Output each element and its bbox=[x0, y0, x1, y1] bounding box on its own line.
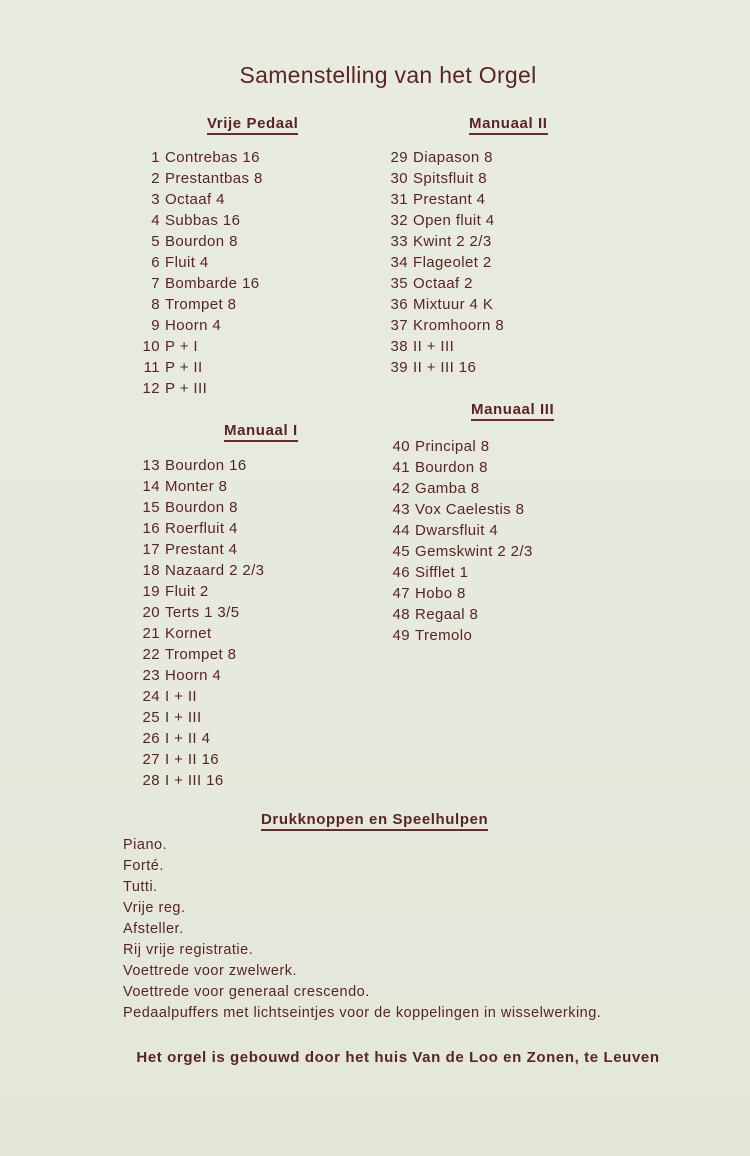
stop-number: 31 bbox=[390, 191, 408, 208]
heading-manuaal-3: Manuaal III bbox=[471, 401, 554, 421]
stop-item bbox=[141, 455, 264, 476]
stop-item bbox=[141, 210, 263, 231]
stop-item bbox=[141, 728, 264, 749]
stop-item bbox=[391, 457, 533, 478]
stop-name: Vox Caelestis 8 bbox=[415, 501, 525, 518]
stop-number: 22 bbox=[142, 646, 160, 663]
stop-number: 3 bbox=[151, 191, 160, 208]
heading-vrije-pedaal: Vrije Pedaal bbox=[207, 115, 298, 135]
stop-name: Open fluit 4 bbox=[413, 212, 495, 229]
stop-number: 18 bbox=[142, 562, 160, 579]
stop-name: I + II 4 bbox=[165, 730, 211, 747]
stop-item bbox=[141, 686, 264, 707]
stop-name: I + III bbox=[165, 709, 202, 726]
stop-item bbox=[389, 252, 504, 273]
stop-number: 25 bbox=[142, 709, 160, 726]
stop-item bbox=[141, 378, 263, 399]
playing-aid-item: Pedaalpuffers met lichtseintjes voor de koppelingen in wisselwerking. bbox=[123, 1005, 602, 1021]
stop-name: Hoorn 4 bbox=[165, 317, 222, 334]
stop-number: 7 bbox=[151, 275, 160, 292]
stop-name: Dwarsfluit 4 bbox=[415, 522, 499, 539]
stop-name: I + II bbox=[165, 688, 197, 705]
stop-item bbox=[141, 476, 264, 497]
playing-aid-item: Rij vrije registratie. bbox=[123, 942, 254, 958]
stop-name: Flageolet 2 bbox=[413, 254, 492, 271]
stop-item bbox=[141, 707, 264, 728]
stop-number: 15 bbox=[142, 499, 160, 516]
stop-item bbox=[141, 497, 264, 518]
stop-number: 42 bbox=[392, 480, 410, 497]
page-title: Samenstelling van het Orgel bbox=[239, 62, 537, 88]
stop-number: 47 bbox=[392, 585, 410, 602]
stop-item bbox=[141, 770, 264, 791]
stop-item bbox=[389, 357, 504, 378]
stop-list-manuaal-2 bbox=[389, 147, 504, 378]
stop-item bbox=[141, 644, 264, 665]
stop-number: 21 bbox=[142, 625, 160, 642]
stop-item bbox=[391, 499, 533, 520]
playing-aid-item: Vrije reg. bbox=[123, 900, 186, 916]
stop-name: Kwint 2 2/3 bbox=[413, 233, 492, 250]
stop-item bbox=[389, 315, 504, 336]
stop-name: Trompet 8 bbox=[165, 646, 237, 663]
stop-name: Bourdon 16 bbox=[165, 457, 247, 474]
stop-number: 37 bbox=[390, 317, 408, 334]
stop-number: 32 bbox=[390, 212, 408, 229]
stop-name: Fluit 2 bbox=[165, 583, 209, 600]
playing-aid-item: Afsteller. bbox=[123, 921, 184, 937]
stop-name: Kornet bbox=[165, 625, 212, 642]
stop-item bbox=[389, 336, 504, 357]
stop-name: Octaaf 4 bbox=[165, 191, 225, 208]
stop-item bbox=[391, 520, 533, 541]
stop-name: Hoorn 4 bbox=[165, 667, 222, 684]
stop-item bbox=[391, 436, 533, 457]
stop-number: 5 bbox=[151, 233, 160, 250]
stop-number: 30 bbox=[390, 170, 408, 187]
stop-name: P + I bbox=[165, 338, 198, 355]
stop-number: 2 bbox=[151, 170, 160, 187]
stop-number: 8 bbox=[151, 296, 160, 313]
stop-number: 48 bbox=[392, 606, 410, 623]
stop-name: Spitsfluit 8 bbox=[413, 170, 487, 187]
stop-name: P + II bbox=[165, 359, 203, 376]
stop-item bbox=[141, 273, 263, 294]
stop-number: 17 bbox=[142, 541, 160, 558]
stop-number: 44 bbox=[392, 522, 410, 539]
stop-number: 33 bbox=[390, 233, 408, 250]
stop-number: 49 bbox=[392, 627, 410, 644]
stop-item bbox=[389, 294, 504, 315]
stop-name: Bombarde 16 bbox=[165, 275, 260, 292]
stop-item bbox=[391, 604, 533, 625]
playing-aid-item: Forté. bbox=[123, 858, 164, 874]
playing-aid-item: Piano. bbox=[123, 837, 168, 853]
playing-aids-list bbox=[123, 835, 601, 1024]
stop-name: Gemskwint 2 2/3 bbox=[415, 543, 533, 560]
stop-number: 11 bbox=[143, 359, 160, 376]
stop-number: 35 bbox=[390, 275, 408, 292]
stop-number: 24 bbox=[142, 688, 160, 705]
stop-name: Hobo 8 bbox=[415, 585, 466, 602]
stop-item bbox=[141, 147, 263, 168]
stop-name: Octaaf 2 bbox=[413, 275, 473, 292]
stop-name: Prestant 4 bbox=[413, 191, 486, 208]
stop-item bbox=[141, 623, 264, 644]
stop-list-manuaal-1 bbox=[141, 455, 264, 791]
stop-name: Nazaard 2 2/3 bbox=[165, 562, 265, 579]
stop-item bbox=[141, 252, 263, 273]
stop-number: 19 bbox=[142, 583, 160, 600]
stop-item bbox=[389, 189, 504, 210]
stop-number: 1 bbox=[151, 149, 160, 166]
stop-item bbox=[391, 478, 533, 499]
stop-name: Trompet 8 bbox=[165, 296, 237, 313]
stop-number: 14 bbox=[142, 478, 160, 495]
stop-name: Prestantbas 8 bbox=[165, 170, 263, 187]
stop-name: I + III 16 bbox=[165, 772, 224, 789]
stop-number: 38 bbox=[390, 338, 408, 355]
stop-name: Fluit 4 bbox=[165, 254, 209, 271]
stop-item bbox=[141, 189, 263, 210]
stop-number: 36 bbox=[390, 296, 408, 313]
stop-number: 13 bbox=[142, 457, 160, 474]
stop-item bbox=[141, 581, 264, 602]
heading-manuaal-1: Manuaal I bbox=[224, 422, 298, 442]
stop-name: Regaal 8 bbox=[415, 606, 479, 623]
stop-name: II + III 16 bbox=[413, 359, 477, 376]
stop-item bbox=[389, 210, 504, 231]
stop-number: 46 bbox=[392, 564, 410, 581]
stop-name: Tremolo bbox=[415, 627, 473, 644]
stop-item bbox=[391, 625, 533, 646]
stop-item bbox=[141, 539, 264, 560]
playing-aid-item: Voettrede voor zwelwerk. bbox=[123, 963, 297, 979]
stop-name: Prestant 4 bbox=[165, 541, 238, 558]
stop-name: Subbas 16 bbox=[165, 212, 241, 229]
stop-number: 40 bbox=[392, 438, 410, 455]
stop-number: 26 bbox=[142, 730, 160, 747]
stop-name: Kromhoorn 8 bbox=[413, 317, 505, 334]
stop-item bbox=[141, 749, 264, 770]
stop-name: Bourdon 8 bbox=[415, 459, 488, 476]
stop-number: 39 bbox=[390, 359, 408, 376]
stop-item bbox=[141, 518, 264, 539]
playing-aid-item: Tutti. bbox=[123, 879, 158, 895]
stop-name: Principal 8 bbox=[415, 438, 490, 455]
stop-name: II + III bbox=[413, 338, 455, 355]
stop-number: 20 bbox=[142, 604, 160, 621]
stop-item bbox=[141, 231, 263, 252]
heading-manuaal-2: Manuaal II bbox=[469, 115, 548, 135]
stop-number: 34 bbox=[390, 254, 408, 271]
stop-item bbox=[141, 560, 264, 581]
stop-number: 6 bbox=[151, 254, 160, 271]
stop-number: 12 bbox=[142, 380, 160, 397]
stop-number: 41 bbox=[392, 459, 410, 476]
stop-item bbox=[391, 541, 533, 562]
stop-item bbox=[391, 562, 533, 583]
stop-list-vrije-pedaal bbox=[141, 147, 263, 399]
stop-number: 23 bbox=[142, 667, 160, 684]
stop-item bbox=[141, 602, 264, 623]
stop-item bbox=[141, 315, 263, 336]
stop-name: Diapason 8 bbox=[413, 149, 493, 166]
stop-name: Contrebas 16 bbox=[165, 149, 260, 166]
stop-item bbox=[389, 147, 504, 168]
stop-number: 29 bbox=[390, 149, 408, 166]
stop-number: 45 bbox=[392, 543, 410, 560]
builder-footer: Het orgel is gebouwd door het huis Van de Loo en Zonen, te Leuven bbox=[136, 1049, 660, 1066]
stop-name: Bourdon 8 bbox=[165, 499, 238, 516]
stop-number: 27 bbox=[142, 751, 160, 768]
stop-item bbox=[391, 583, 533, 604]
stop-item bbox=[389, 273, 504, 294]
stop-name: Sifflet 1 bbox=[415, 564, 469, 581]
stop-name: Monter 8 bbox=[165, 478, 228, 495]
heading-drukknoppen: Drukknoppen en Speelhulpen bbox=[261, 811, 488, 831]
stop-name: P + III bbox=[165, 380, 208, 397]
stop-number: 16 bbox=[142, 520, 160, 537]
stop-name: Terts 1 3/5 bbox=[165, 604, 240, 621]
stop-item bbox=[389, 168, 504, 189]
stop-name: Gamba 8 bbox=[415, 480, 480, 497]
stop-item bbox=[141, 357, 263, 378]
playing-aid-item: Voettrede voor generaal crescendo. bbox=[123, 984, 370, 1000]
stop-item bbox=[141, 168, 263, 189]
stop-number: 10 bbox=[142, 338, 160, 355]
stop-name: Bourdon 8 bbox=[165, 233, 238, 250]
stop-number: 4 bbox=[151, 212, 160, 229]
stop-name: I + II 16 bbox=[165, 751, 220, 768]
stop-item bbox=[141, 665, 264, 686]
stop-name: Roerfluit 4 bbox=[165, 520, 238, 537]
stop-list-manuaal-3 bbox=[391, 436, 533, 646]
stop-number: 28 bbox=[142, 772, 160, 789]
stop-item bbox=[389, 231, 504, 252]
stop-item bbox=[141, 336, 263, 357]
stop-name: Mixtuur 4 K bbox=[413, 296, 494, 313]
stop-number: 9 bbox=[151, 317, 160, 334]
stop-item bbox=[141, 294, 263, 315]
stop-number: 43 bbox=[392, 501, 410, 518]
